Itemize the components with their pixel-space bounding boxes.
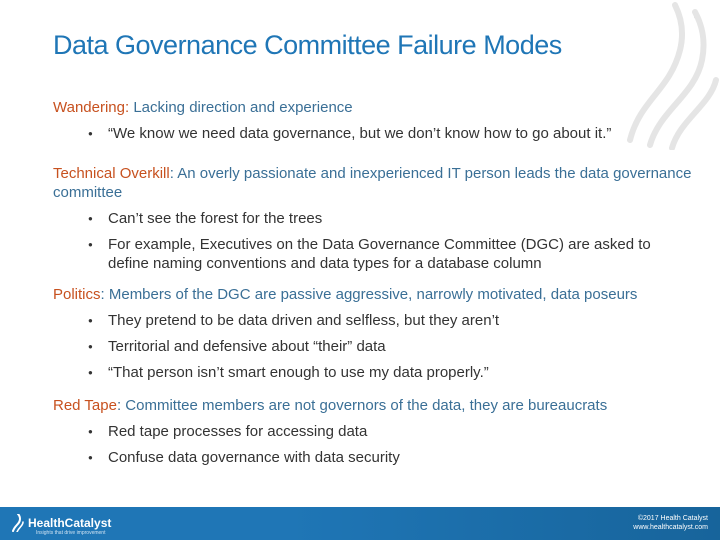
registered-mark: ®: [694, 14, 700, 21]
health-catalyst-logo: [10, 514, 112, 536]
bullet-item: ● Red tape processes for accessing data: [53, 422, 693, 441]
section-heading-wandering: [53, 98, 693, 117]
section-keyword: Red Tape: [53, 397, 117, 414]
flame-icon: [10, 514, 24, 532]
bullet-item: ● Can’t see the forest for the trees: [53, 209, 693, 228]
slide-title: Data Governance Committee Failure Modes: [53, 30, 562, 60]
section-text: Lacking direction and experience: [129, 99, 353, 116]
bullet-list: [53, 124, 693, 143]
bullet-list: [53, 311, 693, 382]
section-heading-politics: [53, 285, 693, 304]
section-heading-red-tape: [53, 396, 693, 415]
logo-tagline: Insights that drive improvement: [36, 530, 106, 536]
logo-text: HealthCatalyst: [28, 516, 112, 530]
section-keyword: Wandering:: [53, 99, 130, 116]
section-keyword: Technical Overkill: [53, 165, 170, 182]
bullet-list: [53, 209, 693, 273]
section-keyword: Politics: [53, 286, 101, 303]
content: [53, 98, 693, 467]
bullet-list: [53, 422, 693, 467]
section-text: : An overly passionate and inexperienced IT person leads the data governance committee: [53, 165, 692, 201]
bullet-item: ● “We know we need data governance, but we don’t know how to go about it.”: [53, 124, 693, 143]
bullet-item: ● For example, Executives on the Data Governance Committee (DGC) are asked to define naming conventions and data types for a database column: [53, 235, 693, 273]
website-text: www.healthcatalyst.com: [633, 524, 708, 531]
bullet-item: ● They pretend to be data driven and selfless, but they aren’t: [53, 311, 693, 330]
bullet-item: ● Territorial and defensive about “their” data: [53, 337, 693, 356]
footer-copyright: [633, 514, 708, 532]
footer-bar: [0, 507, 720, 540]
bullet-item: ● Confuse data governance with data security: [53, 448, 693, 467]
section-heading-technical-overkill: [53, 164, 693, 202]
section-text: : Committee members are not governors of the data, they are bureaucrats: [116, 397, 608, 414]
bullet-item: ● “That person isn’t smart enough to use my data properly.”: [53, 363, 693, 382]
section-text: : Members of the DGC are passive aggressive, narrowly motivated, data poseurs: [100, 286, 638, 303]
copyright-text: ©2017 Health Catalyst: [637, 515, 708, 522]
